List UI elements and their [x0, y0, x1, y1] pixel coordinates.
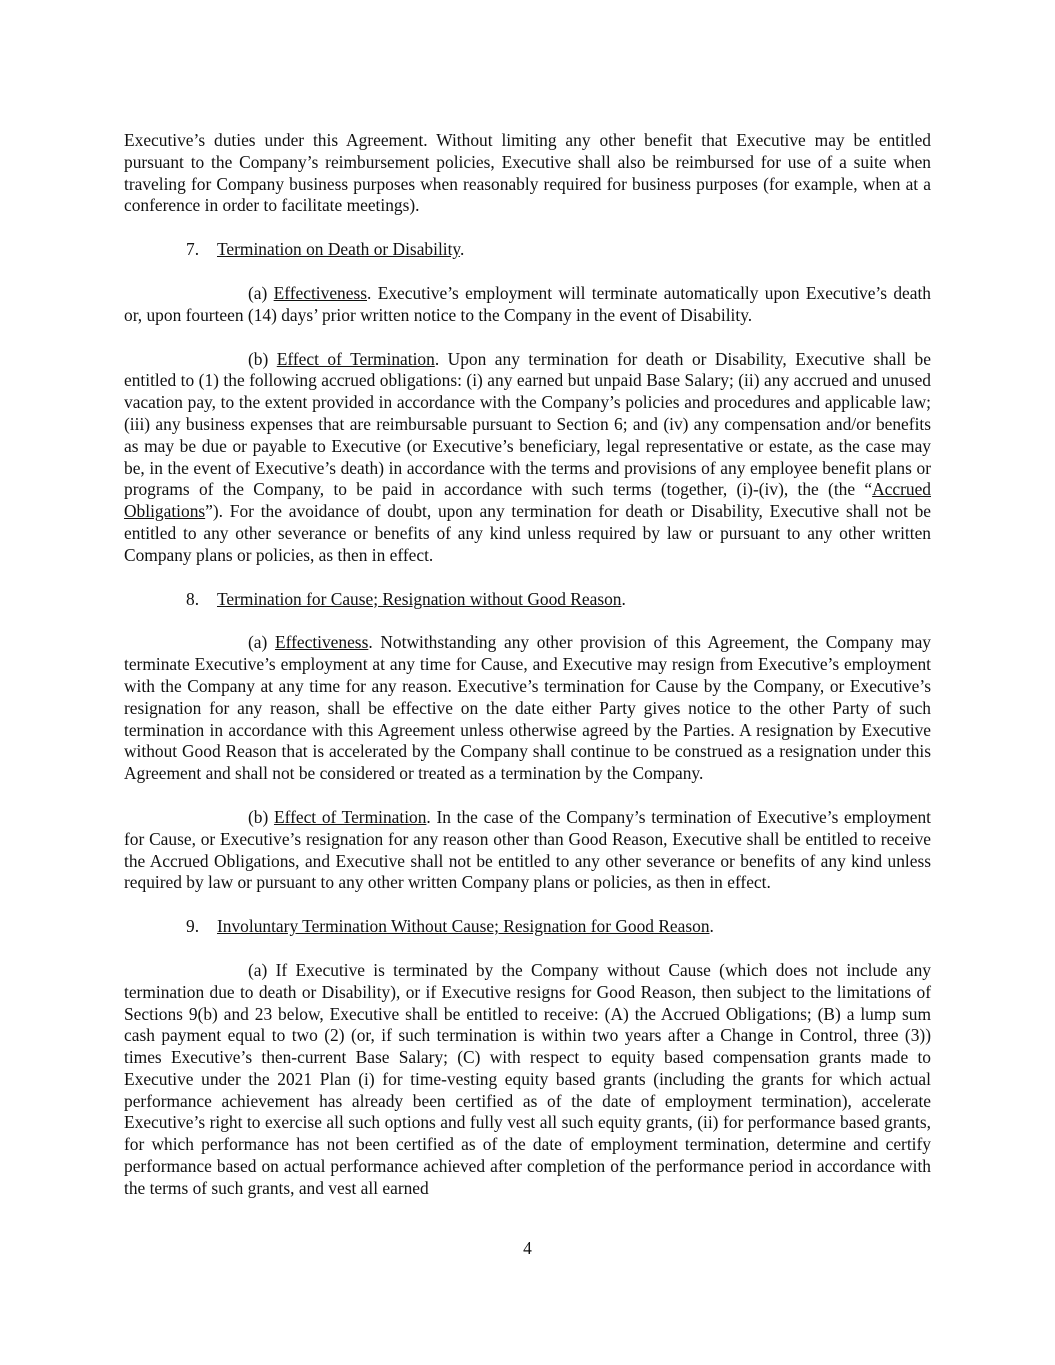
section-9-title: Involuntary Termination Without Cause; Resignation for Good Reason: [217, 916, 710, 937]
page-number: 4: [523, 1238, 532, 1258]
section-9-heading: [186, 916, 931, 938]
section-8a-paragraph: [124, 632, 931, 785]
section-7a-text: Executive’s employment will terminate automatically upon Executive’s death or, upon fourteen (14) days’ prior written notice to the Company in the event of Disability.: [124, 282, 931, 325]
document-page: [124, 130, 931, 1222]
section-9a-label: (a): [248, 959, 276, 980]
accrued-obligations-term: Accrued Obligations: [124, 479, 931, 522]
section-8a-heading: Effectiveness: [274, 632, 369, 653]
section-7a-heading: Effectiveness: [273, 282, 367, 303]
intro-paragraph: Executive’s duties under this Agreement. Without limiting any other benefit that Executive may be entitled pursuant to the Company’s reimbursement policies, Executive shall also be reimbursed for use of a suite when traveling for Company business purposes when reasonably required for business purposes (for example, when at a conference in order to facilitate meetings).: [124, 130, 931, 216]
section-9-number: 9.: [186, 916, 200, 937]
section-7a-paragraph: [124, 283, 931, 327]
section-8a-label: (a): [248, 632, 275, 653]
section-9-title-suffix: .: [709, 916, 714, 937]
section-7b-text-2: ”). For the avoidance of doubt, upon any termination for death or Disability, Executive shall not be entitled to any other severance or benefits of any kind unless required by law or pursuant to any other written Company plans or policies, as then in effect.: [124, 501, 931, 565]
section-8-heading: [186, 589, 931, 611]
section-8b-text: In the case of the Company’s termination of Executive’s employment for Cause, or Executive’s resignation for any reason other than Good Reason, Executive shall be entitled to receive the Accrued Obligations, and Executive shall not be entitled to any other severance or benefits of any kind unless required by law or pursuant to any other written Company plans or policies, as then in effect.: [124, 806, 931, 893]
section-7a-heading-suffix: .: [367, 282, 372, 303]
section-7b-label: (b): [248, 348, 277, 369]
section-8-title: Termination for Cause; Resignation without Good Reason: [217, 588, 622, 609]
section-7-number: 7.: [186, 239, 200, 260]
section-8a-text: Notwithstanding any other provision of this Agreement, the Company may terminate Executive’s employment at any time for Cause, and Executive may resign from Executive’s employment with the Company at any time for any reason. Executive’s termination for Cause by the Company, or Executive’s resignation for any reason, shall be effective on the date either Party gives notice to the other Party of such termination in accordance with this Agreement unless otherwise agreed by the Parties. A resignation by Executive without Good Reason that is accelerated by the Company shall continue to be construed as a resignation under this Agreement and shall not be considered or treated as a termination by the Company.: [124, 632, 931, 784]
section-8a-heading-suffix: .: [368, 632, 373, 653]
section-7-title: Termination on Death or Disability: [217, 239, 461, 260]
section-7a-label: (a): [248, 282, 274, 303]
section-8b-heading-suffix: .: [426, 806, 431, 827]
section-7-heading: [186, 239, 931, 261]
section-7b-paragraph: [124, 349, 931, 567]
section-7b-heading: Effect of Termination: [276, 348, 435, 369]
section-7b-text-1: Upon any termination for death or Disability, Executive shall be entitled to (1) the following accrued obligations: (i) any earned but unpaid Base Salary; (ii) any accrued and unused vacation pay, to the extent provided in accordance with the Company’s policies and procedures and applicable law; (iii) any business expenses that are reimbursable pursuant to Section 6; and (iv) any compensation and/or benefits as may be due or payable to Executive (or Executive’s beneficiary, legal representative or estate, as the case may be, in the event of Executive’s death) in accordance with the terms and provisions of any employee benefit plans or programs of the Company, to be paid in accordance with such terms (together, (i)-(iv), the (the “: [124, 348, 931, 500]
section-7b-heading-suffix: .: [434, 348, 440, 369]
section-9a-paragraph: [124, 960, 931, 1200]
section-9a-text: If Executive is terminated by the Company without Cause (which does not include any termination due to death or Disability), or if Executive resigns for Good Reason, then subject to the limitations of Sections 9(b) and 23 below, Executive shall be entitled to receive: (A) the Accrued Obligations; (B) a lump sum cash payment equal to two (2) (or, if such termination is within two years after a Change in Control, three (3)) times Executive’s then-current Base Salary; (C) with respect to equity based compensation grants made to Executive under the 2021 Plan (i) for time-vesting equity based grants (including the grants for which actual performance achievement has already been certified as of the date of employment termination), accelerate Executive’s right to exercise all such options and fully vest all such equity grants, (ii) for performance based grants, for which performance has not been certified as of the date of employment termination, determine and certify performance based on actual performance achieved after completion of the performance period in accordance with the terms of such grants, and vest all earned: [124, 959, 931, 1198]
section-8b-heading: Effect of Termination: [273, 806, 427, 827]
section-7-title-suffix: .: [460, 239, 465, 260]
section-8-title-suffix: .: [621, 588, 626, 609]
section-8b-label: (b): [248, 806, 274, 827]
section-8-number: 8.: [186, 588, 200, 609]
section-8b-paragraph: [124, 807, 931, 894]
